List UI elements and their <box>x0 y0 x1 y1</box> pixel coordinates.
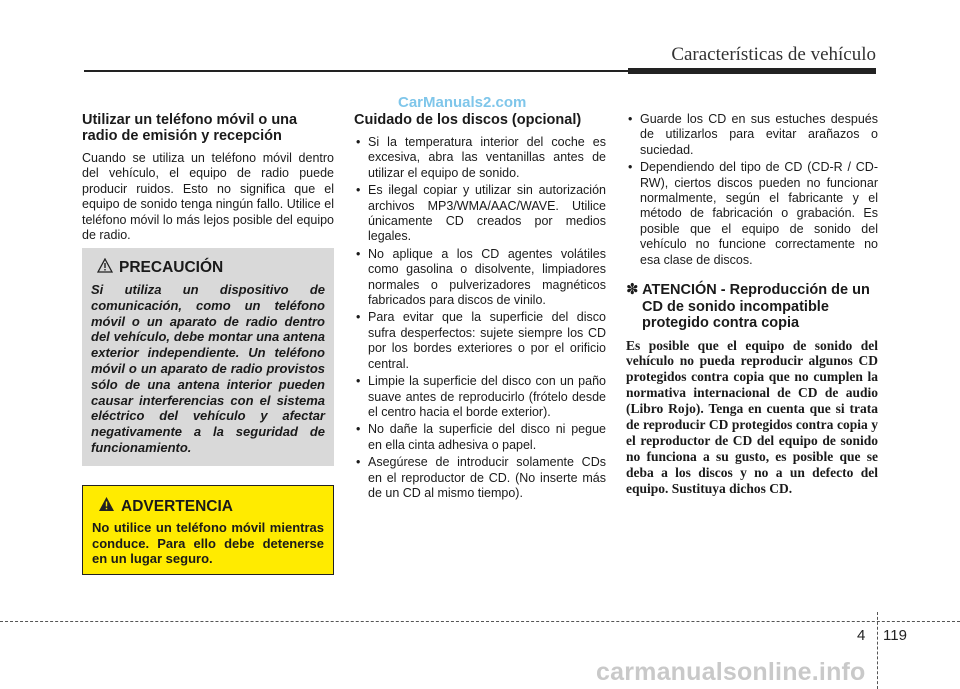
disc-care-list-continued <box>626 112 878 268</box>
list-item: • Dependiendo del tipo de CD (CD-R / CD-RW), ciertos discos pueden no funcionar normalmente, según el fabricante y el método de fabricación o grabación. Es posible que el equipo de sonido del vehículo no funcione correctamente no esa clase de discos. <box>626 160 878 268</box>
caution-header <box>97 258 325 278</box>
column-middle <box>354 112 606 503</box>
attention-heading <box>626 282 878 332</box>
warning-triangle-icon <box>97 258 113 278</box>
attention-body: Es posible que el equipo de sonido del vehículo no pueda reproducir algunos CD protegidos contra copia que no cumplen la normativa internacional de CD de audio (Libro Rojo). Tenga en cuenta que si trata de reproducir CD protegidos contra copia y el reproductor de CD del equipo de sonido no funciona a su gusto, es posible que se deba a los discos y no a un defecto del equipo. Sustituya dichos CD. <box>626 337 878 496</box>
mobile-phone-paragraph: Cuando se utiliza un teléfono móvil dentro del vehículo, el equipo de radio puede producir ruidos. Esto no significa que el equipo de sonido tenga ningún fallo. Utilice el teléfono móvil lo más lejos posible del equipo de radio. <box>82 151 334 243</box>
attention-label: ATENCIÓN - <box>642 282 726 299</box>
list-item: • No aplique a los CD agentes volátiles como gasolina o disolvente, limpiadores normales o pulverizadores magnéticos fabricados para discos de vinilo. <box>354 247 606 309</box>
section-title: Características de vehículo <box>671 44 876 65</box>
list-item: • No dañe la superficie del disco ni pegue en ella cinta adhesiva o papel. <box>354 422 606 453</box>
footer-divider <box>877 612 878 689</box>
caution-box <box>82 248 334 466</box>
disc-care-heading: Cuidado de los discos (opcional) <box>354 112 582 128</box>
header-rule <box>84 70 628 72</box>
warning-triangle-filled-icon <box>98 496 115 517</box>
watermark-link[interactable]: CarManuals2.com <box>398 94 527 111</box>
warning-title: ADVERTENCIA <box>121 497 233 515</box>
caution-title: PRECAUCIÓN <box>119 259 224 276</box>
list-item: • Asegúrese de introducir solamente CDs en el reproductor de CD. (No inserte más de un CD al mismo tiempo). <box>354 455 606 501</box>
mobile-phone-heading: Utilizar un teléfono móvil o una radio de emisión y recepción <box>82 112 298 144</box>
asterisk-icon: ✽ <box>626 281 639 299</box>
chapter-number: 4 <box>857 627 866 644</box>
caution-text: Si utiliza un dispositivo de comunicación, como un teléfono móvil o un aparato de radio dentro del vehículo, debe montar una antena exterior independiente. Un teléfono móvil o un aparato de radio provistos sólo de una antena interior pueden causar interferencias con el sistema eléctrico del vehículo y afectar negativamente a la seguridad de funcionamiento. <box>91 282 325 455</box>
warning-header <box>98 496 324 517</box>
list-item: • Limpie la superficie del disco con un paño suave antes de reproducirlo (frótelo desde el centro hacia el borde exterior). <box>354 374 606 420</box>
attention-title: Reproducción de un CD de sonido incompatible protegido contra copia <box>642 282 870 332</box>
warning-text: No utilice un teléfono móvil mientras conduce. Para ello debe detenerse en un lugar seguro. <box>92 520 324 567</box>
list-item: • Guarde los CD en sus estuches después de utilizarlos para evitar arañazos o suciedad. <box>626 112 878 158</box>
warning-box <box>82 485 334 575</box>
header-bar <box>628 68 876 74</box>
column-left <box>82 112 334 243</box>
page-number: 119 <box>883 627 907 644</box>
footer-watermark-link[interactable]: carmanualsonline.info <box>596 658 866 686</box>
list-item: • Es ilegal copiar y utilizar sin autorización archivos MP3/WMA/AAC/WAVE. Utilice únicamente CD creados por medios legales. <box>354 183 606 245</box>
list-item: • Para evitar que la superficie del disco sufra desperfectos: sujete siempre los CD por los bordes exteriores o por el orificio central. <box>354 310 606 372</box>
list-item: • Si la temperatura interior del coche es excesiva, abra las ventanillas antes de utilizar el equipo de sonido. <box>354 135 606 181</box>
column-right <box>626 112 878 497</box>
footer-rule <box>0 621 960 622</box>
disc-care-list <box>354 135 606 501</box>
